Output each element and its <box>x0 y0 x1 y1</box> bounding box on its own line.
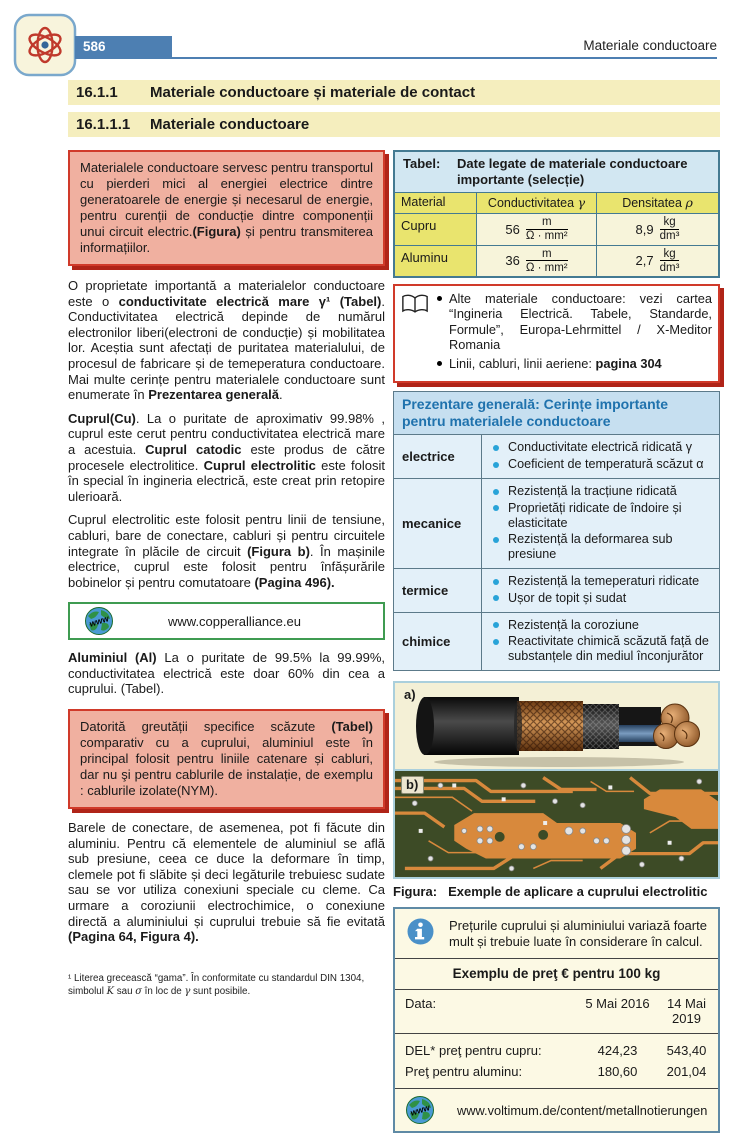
list-item <box>484 501 713 531</box>
materials-table-title <box>395 152 718 193</box>
price-label: Preţ pentru aluminu: <box>405 1064 523 1080</box>
reference-text <box>449 356 662 371</box>
text-run: Linii, cabluri, linii aeriene: <box>449 356 596 372</box>
text-run: Materialele conductoare servesc pentru transportul cu pierderi mici al energiei electrice dintre generatoarele de energie și necesarul de energie, pentru curenții de conducție dintre componenții unui circuit electric. <box>80 160 373 239</box>
bullet-icon <box>493 622 499 628</box>
text-run: . Conductivitatea electrică depinde de numărul electronilor liberi(electroni de conducție) și mobilitatea lor. Aceștia sunt afectați de puritatea materialului, de procesul de fabricare și de temeperatura conductoare. Mai multe cerințe pentru materialele conductoare sunt enumerate în <box>68 293 385 403</box>
bullet-icon <box>493 505 499 511</box>
text-run: comparativ cu a cuprului, aluminiul este în principal folosit pentru liniile catenare și cabluri, dar nu şi pentru cablurile de instalație, de exemplu : cablurile izolate(NYM). <box>80 735 373 799</box>
price-row-copper <box>405 1043 708 1058</box>
numerator: kg <box>660 248 680 262</box>
row-items <box>482 435 719 478</box>
text-run: . <box>279 387 283 403</box>
text-run: Barele de conectare, de asemenea, pot fi făcute din aluminiu. Pentru că elementele de aluminiul se află sub presiune, ceea ce duce la deformare în timp, clemele pot fi slăbite și deci legăturile trebuiesc sudate sau se vor utiliza conexiuni speciale cu cleme. Ca urmare a coroziunii electrochimice, o conexiune directă a aluminiului și cuprului trebuie să fie evitată <box>68 820 385 929</box>
paragraph-aluminium <box>68 650 385 697</box>
reference-list <box>437 291 712 375</box>
copperalliance-link-box[interactable] <box>68 602 385 640</box>
text-run-bold: (Pagina 496). <box>254 574 335 590</box>
unit-fraction <box>526 248 568 275</box>
value: 56 <box>505 221 520 237</box>
text-run: . În mașinile electrice, cuprul este folosit pentru înfășurările bobinelor și pentru comutatoare <box>68 543 385 590</box>
row-label: electrice <box>394 435 482 478</box>
denominator: dm³ <box>659 230 680 242</box>
publisher-atom-logo <box>13 13 77 77</box>
item-text: Rezistență la tracțiune ridicată <box>508 484 677 499</box>
list-item <box>484 440 713 455</box>
price-table-title: Exemplu de preţ € pentru 100 kg <box>395 959 718 990</box>
section-title: Materiale conductoare și materiale de contact <box>150 84 476 101</box>
text-run-bold: (Pagina 64, Figura 4). <box>68 929 199 945</box>
text-run: Densitatea <box>622 196 682 210</box>
voltimum-link-row[interactable] <box>395 1089 718 1131</box>
row-items <box>482 613 719 670</box>
unit-fraction <box>660 248 680 275</box>
rho-symbol: ρ <box>685 195 693 210</box>
section-heading-16-1-1-1 <box>68 112 720 137</box>
text-run: Cuprul electrolitic este folosit pentru linii de tensiune, cabluri, bare de conectare, cabluri și pentru circuitele integrate în plăcile de circuit <box>68 512 385 559</box>
list-item <box>484 634 713 664</box>
text-run-bold: pagina 304 <box>595 356 662 372</box>
materials-table <box>393 150 720 278</box>
table-title-text: Date legate de materiale conductoare importante (selecție) <box>457 156 688 187</box>
row-label: termice <box>394 569 482 612</box>
two-column-layout <box>68 150 720 1133</box>
numerator: kg <box>660 216 680 230</box>
info-icon <box>407 918 434 945</box>
bullet-icon <box>493 489 499 495</box>
price-value: 180,60 <box>597 1064 638 1080</box>
globe-www-text: www <box>88 613 110 630</box>
caption-text: Exemple de aplicare a cuprului electrolitic <box>448 884 708 900</box>
text-run-bold: conductivitate electrică mare γ¹ (Tabel) <box>118 293 382 309</box>
figure-label-b: b) <box>401 776 424 794</box>
power-cable-illustration <box>395 683 718 769</box>
conductivity-cell <box>477 214 597 246</box>
paragraph-busbars <box>68 820 385 945</box>
aluminium-note-box <box>68 709 385 809</box>
date-2: 14 Mai 2019 <box>666 996 707 1027</box>
page-content <box>68 80 720 1133</box>
gamma-symbol: γ <box>577 195 586 210</box>
text-run-italic: γ <box>184 985 191 997</box>
left-column <box>68 150 385 1133</box>
text-run-bold: Cuprul(Cu) <box>68 410 136 426</box>
density-cell <box>597 214 718 246</box>
table-label: Tabel: <box>403 156 441 171</box>
list-item <box>484 457 713 472</box>
item-text: Rezistență la deformarea sub presiune <box>508 532 673 562</box>
globe-www-text: www <box>409 1102 431 1118</box>
row-items <box>482 569 719 612</box>
price-value: 201,04 <box>666 1064 707 1080</box>
circuit-board-illustration <box>395 771 718 875</box>
col-header-conductivity <box>477 193 597 214</box>
numerator: m <box>526 216 568 230</box>
date-1: 5 Mai 2016 <box>585 996 650 1012</box>
text-run-bold: (Figura) <box>192 224 241 239</box>
list-item <box>484 484 713 499</box>
bullet-icon <box>493 537 499 543</box>
price-label: DEL* preţ pentru cupru: <box>405 1043 542 1059</box>
list-item <box>484 618 713 633</box>
price-value: 424,23 <box>597 1043 638 1059</box>
paragraph-copper-use <box>68 512 385 590</box>
price-value: 543,40 <box>666 1043 707 1059</box>
globe-www-icon <box>84 606 114 636</box>
list-item <box>484 574 713 589</box>
price-values <box>395 1034 718 1089</box>
text-run: este produs de către procesele electrolitice. <box>68 441 385 473</box>
page-number: 586 <box>75 36 172 57</box>
bullet-icon <box>493 445 499 451</box>
text-run-bold: Prezentarea generală <box>148 387 280 403</box>
item-text: Rezistență la coroziune <box>508 617 639 632</box>
bullet-icon <box>493 462 499 468</box>
text-run-bold: (Tabel) <box>331 719 373 735</box>
text-run: . La o puritate de aproximativ 99.98% , cuprul este cerut pentru conductivitatea electrică mare a acestuia. <box>68 410 385 457</box>
running-title: Materiale conductoare <box>583 38 717 53</box>
item-text: Coeficient de temperatură scăzut α <box>508 457 704 472</box>
row-items <box>482 479 719 568</box>
materials-table-grid <box>395 193 718 276</box>
footnote <box>68 972 385 998</box>
globe-www-icon <box>405 1095 435 1125</box>
col-header-material: Material <box>395 193 477 214</box>
overview-row-mecanice <box>394 479 719 569</box>
reference-item <box>437 356 712 371</box>
numerator: m <box>526 248 568 262</box>
item-text: Ușor de topit și sudat <box>508 590 627 605</box>
price-note-row <box>395 909 718 959</box>
section-number: 16.1.1 <box>76 84 118 101</box>
text-run: Datorită greutății specifice scăzute <box>80 719 332 735</box>
copperalliance-url[interactable]: www.copperalliance.eu <box>168 613 301 629</box>
pcb-image <box>395 771 718 877</box>
list-item <box>484 532 713 562</box>
book-references-box <box>393 284 720 383</box>
section-heading-16-1-1 <box>68 80 720 105</box>
paragraph-conductivity <box>68 278 385 403</box>
item-text: Conductivitate electrică ridicată γ <box>508 440 693 455</box>
caption-label: Figura: <box>393 884 438 900</box>
item-text: Proprietăți ridicate de îndoire și elasticitate <box>508 500 682 530</box>
open-book-icon <box>401 291 431 375</box>
figure <box>393 681 720 879</box>
denominator: dm³ <box>659 261 680 274</box>
bullet-icon <box>493 579 499 585</box>
text-run: ¹ Literea grecească “gama”. În conformitate cu standardul DIN 1304, simbolul <box>68 972 365 997</box>
col-header-density <box>597 193 718 214</box>
right-column <box>393 150 720 1133</box>
text-run-bold: Cuprul electrolitic <box>203 457 316 473</box>
overview-row-electrice <box>394 435 719 479</box>
text-run-bold: (Figura b) <box>247 543 310 559</box>
text-run: este folosit în special în ingineria electrică, este creat prin retopire ulerioară. <box>68 457 385 504</box>
conductivity-cell <box>477 246 597 277</box>
text-run-bold: Cuprul catodic <box>145 441 242 457</box>
atom-icon <box>13 13 77 77</box>
denominator: Ω · mm² <box>525 261 568 274</box>
price-note-text: Prețurile cuprului și aluminiului variază foarte mult și trebuie luate în considerare în calcul. <box>449 918 707 950</box>
denominator: Ω · mm² <box>525 230 568 242</box>
paragraph-copper <box>68 411 385 505</box>
cable-image <box>395 683 718 771</box>
overview-row-chimice <box>394 613 719 670</box>
bullet-icon <box>493 639 499 645</box>
row-label: chimice <box>394 613 482 670</box>
value: 36 <box>505 253 520 269</box>
overview-row-termice <box>394 569 719 613</box>
date-label: Data: <box>405 996 437 1012</box>
unit-fraction <box>660 216 680 243</box>
price-info-box <box>393 907 720 1133</box>
unit-fraction <box>526 216 568 243</box>
bullet-icon <box>493 595 499 601</box>
text-run: Conductivitatea <box>487 196 575 210</box>
header-rule <box>75 57 717 59</box>
figure-caption <box>393 884 720 899</box>
item-text: Reactivitate chimică scăzută față de substanțele din mediul înconjurător <box>508 634 709 664</box>
price-row-aluminium <box>405 1064 708 1079</box>
voltimum-url[interactable]: www.voltimum.de/content/metallnotierungen <box>457 1102 708 1118</box>
text-run: în loc de <box>141 985 185 997</box>
reference-text: Alte materiale conductoare: vezi cartea “Ingineria Electrică. Tabele, Standarde, Formule”, Europa-Lehrmittel / X-Meditor Romania <box>449 291 712 352</box>
requirements-overview-table <box>393 391 720 671</box>
density-cell <box>597 246 718 277</box>
text-run-bold: Aluminiul (Al) <box>68 650 157 666</box>
text-run-italic: K <box>106 985 114 997</box>
value: 8,9 <box>635 221 654 237</box>
intro-note-box <box>68 150 385 266</box>
bullet-icon <box>437 361 442 366</box>
text-run: sau <box>114 985 136 997</box>
value: 2,7 <box>635 253 654 269</box>
reference-item <box>437 291 712 352</box>
overview-title: Prezentare generală: Cerințe importante pentru materialele conductoare <box>394 392 719 435</box>
item-text: Rezistență la temeperaturi ridicate <box>508 574 700 589</box>
text-run: sunt posibile. <box>190 985 251 997</box>
section-number: 16.1.1.1 <box>76 116 131 133</box>
text-run: O proprietate importantă a materialelor conductoare este o <box>68 278 385 309</box>
section-title: Materiale conductoare <box>150 116 310 133</box>
text-run-italic: σ <box>135 985 142 997</box>
material-cell: Cupru <box>395 214 477 246</box>
figure-label-a: a) <box>404 687 416 703</box>
row-label: mecanice <box>394 479 482 568</box>
text-run: La o puritate de 99.5% la 99.99%, conductivitatea electrică este doar 60% din cea a cuprului. (Tabel). <box>68 650 385 697</box>
material-cell: Aluminu <box>395 246 477 277</box>
text-run: și pentru transmiterea informațiilor. <box>80 224 373 255</box>
bullet-icon <box>437 296 442 301</box>
price-date-row <box>395 990 718 1034</box>
list-item <box>484 591 713 606</box>
